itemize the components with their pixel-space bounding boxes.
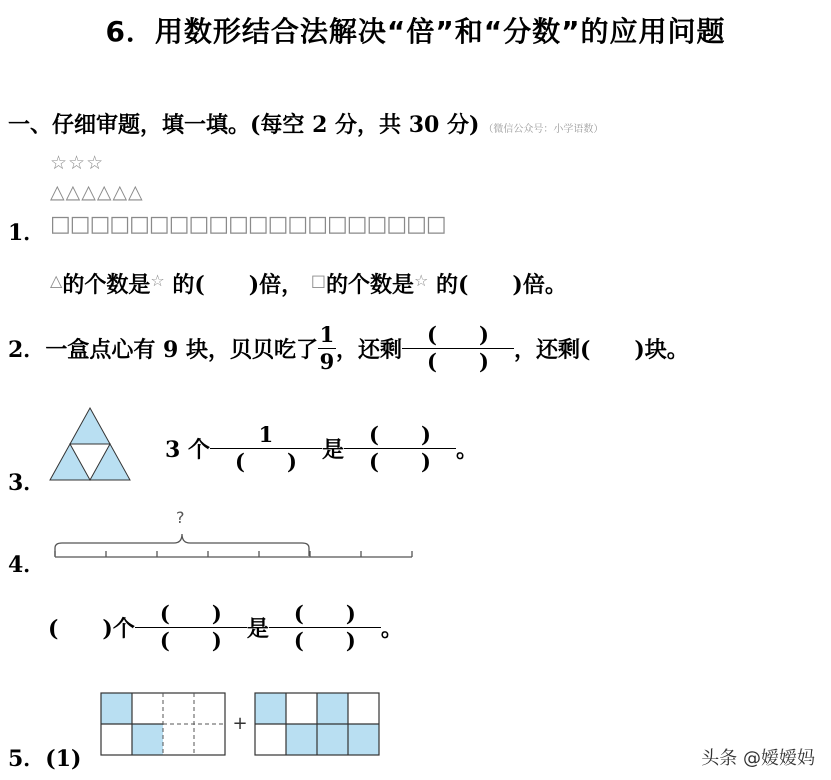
triangle-icon: △: [50, 271, 63, 290]
q3-frac2-den[interactable]: ( ): [369, 449, 431, 474]
q3-line: [165, 422, 478, 475]
q4-fraction-1[interactable]: [135, 601, 247, 654]
q3-frac1-den[interactable]: ( ): [235, 449, 297, 474]
square-icon: □: [310, 271, 326, 290]
stars-row: ☆☆☆: [50, 152, 105, 174]
q1-text-b: 的( )倍，: [172, 272, 304, 298]
section-heading: [8, 108, 603, 139]
q2-blank-num[interactable]: ( ): [427, 322, 489, 347]
q2-blank-den[interactable]: ( ): [427, 349, 489, 374]
q1-text-c: 的个数是: [325, 272, 414, 298]
q2-frac-den: 9: [319, 349, 335, 374]
q1-text-a: 的个数是: [62, 272, 151, 298]
q3-number: 3．: [8, 470, 46, 496]
question-mark: ?: [176, 508, 185, 527]
q4-text-a[interactable]: ( )个: [48, 616, 135, 642]
q2-number: 2．: [8, 337, 46, 363]
q3-text-c: 。: [455, 437, 478, 463]
q3-text-a: 3 个: [165, 437, 210, 463]
q2-text-b: ，还剩: [335, 337, 402, 363]
q4-frac1-num[interactable]: ( ): [159, 601, 222, 626]
q4-line: [48, 601, 403, 654]
footer-credit: 头条 @嫒嫒妈: [701, 748, 815, 769]
squares-row: □□□□□□□□□□□□□□□□□□□□: [50, 212, 446, 237]
triangles-row: △△△△△△: [50, 181, 144, 203]
watermark: （微信公众号：小学语数）: [483, 124, 604, 135]
q2-blank-fraction[interactable]: [402, 322, 514, 375]
page-title: 6．用数形结合法解决“倍”和“分数”的应用问题: [105, 15, 726, 48]
q4-text-b: 是: [246, 616, 269, 642]
q3-frac1-num: 1: [258, 422, 274, 447]
fraction-grid-figure: [100, 691, 380, 757]
q1-text-d: 的( )倍。: [436, 272, 567, 298]
q4-frac2-den[interactable]: ( ): [293, 628, 356, 653]
q2-frac-num: 1: [319, 322, 335, 347]
q1-number: 1．: [8, 220, 46, 246]
q4-frac1-den[interactable]: ( ): [159, 628, 222, 653]
q3-frac2-num[interactable]: ( ): [369, 422, 431, 447]
q4-text-c: 。: [380, 616, 403, 642]
star-icon: ☆: [150, 271, 165, 290]
q2-line: [8, 322, 689, 375]
triangle-figure: [48, 406, 132, 482]
q4-fraction-2[interactable]: [269, 601, 381, 654]
number-line-figure: [52, 524, 416, 564]
star-icon-2: ☆: [413, 271, 429, 290]
section-heading-text: 一、仔细审题，填一填。(每空 2 分，共 30 分): [8, 112, 480, 138]
q5-number: 5．(1): [8, 746, 82, 772]
q1-text: [50, 268, 567, 299]
q3-text-b: 是: [321, 437, 344, 463]
plus-sign: +: [232, 713, 248, 734]
q4-frac2-num[interactable]: ( ): [293, 601, 356, 626]
q2-text-a: 一盒点心有 9 块，贝贝吃了: [45, 337, 318, 363]
q4-number: 4．: [8, 552, 46, 578]
q2-fraction: [318, 322, 336, 375]
q2-text-c: ，还剩( )块。: [513, 337, 689, 363]
q3-fraction-1[interactable]: [210, 422, 322, 475]
q3-fraction-2[interactable]: [344, 422, 456, 475]
